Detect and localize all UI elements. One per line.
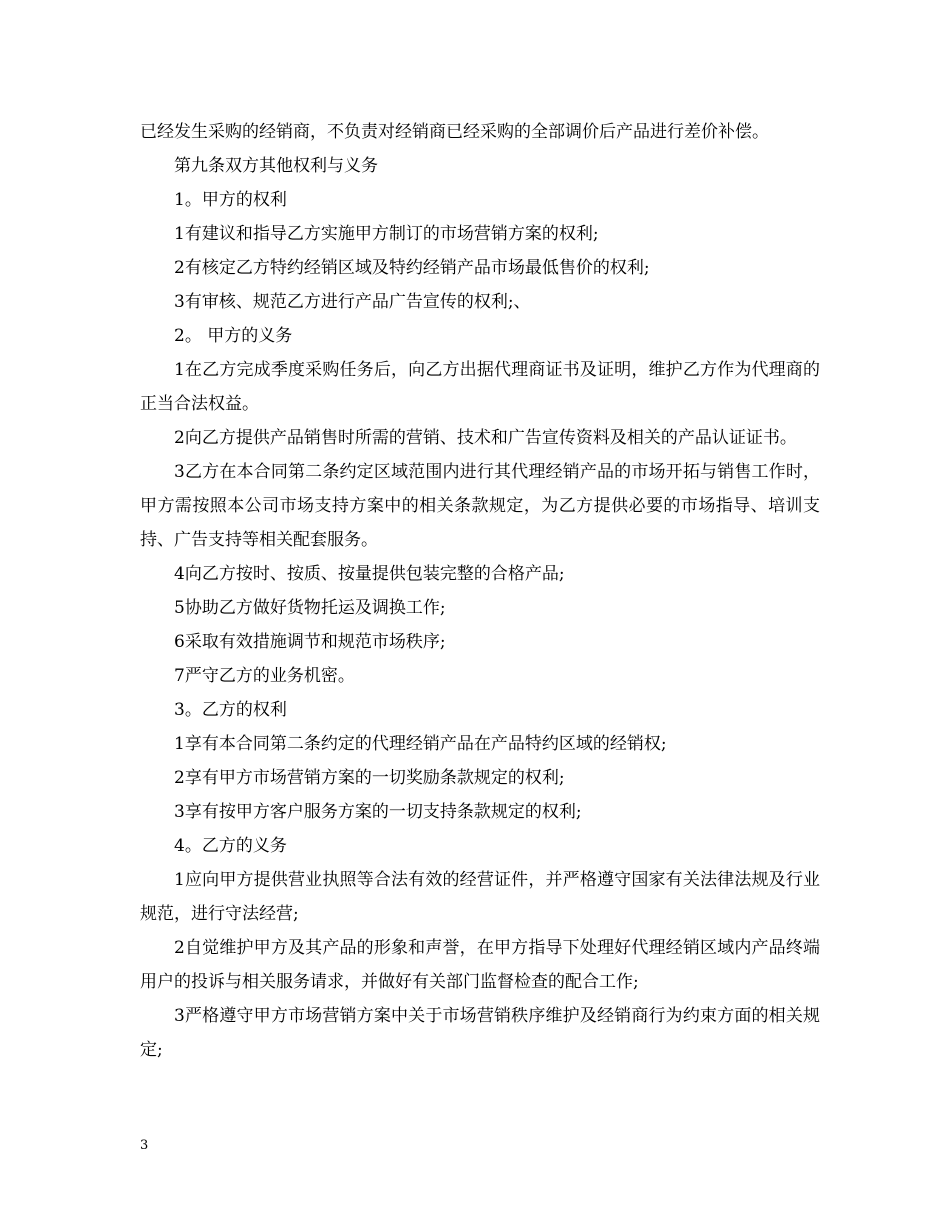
paragraph: 3乙方在本合同第二条约定区域范围内进行其代理经销产品的市场开拓与销售工作时， 甲方需按照本公司市场支持方案中的相关条款规定，为乙方提供必要的市场指导、培训支持、广告支持等相关配套服务。 (140, 462, 820, 550)
paragraph: 3有审核、规范乙方进行产品广告宣传的权利;、 (174, 292, 531, 312)
document-body (140, 115, 820, 1067)
paragraph: 4。乙方的义务 (174, 836, 287, 856)
paragraph: 3享有按甲方客户服务方案的一切支持条款规定的权利; (174, 802, 582, 822)
paragraph: 1在乙方完成季度采购任务后，向乙方出据代理商证书及证明，维护乙方作为代理商的正当合法权益。 (140, 360, 820, 414)
paragraph: 已经发生采购的经销商，不负责对经销商已经采购的全部调价后产品进行差价补偿。 (140, 122, 769, 142)
paragraph: 5协助乙方做好货物托运及调换工作; (174, 598, 446, 618)
paragraph: 3。乙方的权利 (174, 700, 287, 720)
page-number: 3 (140, 1138, 149, 1153)
paragraph: 2自觉维护甲方及其产品的形象和声誉，在甲方指导下处理好代理经销区域内产品终端用户的投诉与相关服务请求，并做好有关部门监督检查的配合工作; (140, 938, 820, 992)
paragraph: 1应向甲方提供营业执照等合法有效的经营证件，并严格遵守国家有关法律法规及行业规范，进行守法经营; (140, 870, 820, 924)
paragraph: 4向乙方按时、按质、按量提供包装完整的合格产品; (174, 564, 565, 584)
paragraph: 2向乙方提供产品销售时所需的营销、技术和广告宣传资料及相关的产品认证证书。 (174, 428, 797, 448)
paragraph: 7严守乙方的业务机密。 (174, 666, 355, 686)
paragraph: 第九条双方其他权利与义务 (174, 156, 378, 176)
paragraph: 3严格遵守甲方市场营销方案中关于市场营销秩序维护及经销商行为约束方面的相关规定; (140, 1006, 820, 1060)
paragraph: 2有核定乙方特约经销区域及特约经销产品市场最低售价的权利; (174, 258, 650, 278)
paragraph: 1享有本合同第二条约定的代理经销产品在产品特约区域的经销权; (174, 734, 667, 754)
paragraph: 1有建议和指导乙方实施甲方制订的市场营销方案的权利; (174, 224, 599, 244)
paragraph: 2享有甲方市场营销方案的一切奖励条款规定的权利; (174, 768, 565, 788)
paragraph: 2。 甲方的义务 (174, 326, 293, 346)
paragraph: 6采取有效措施调节和规范市场秩序; (174, 632, 446, 652)
paragraph: 1。甲方的权利 (174, 190, 287, 210)
